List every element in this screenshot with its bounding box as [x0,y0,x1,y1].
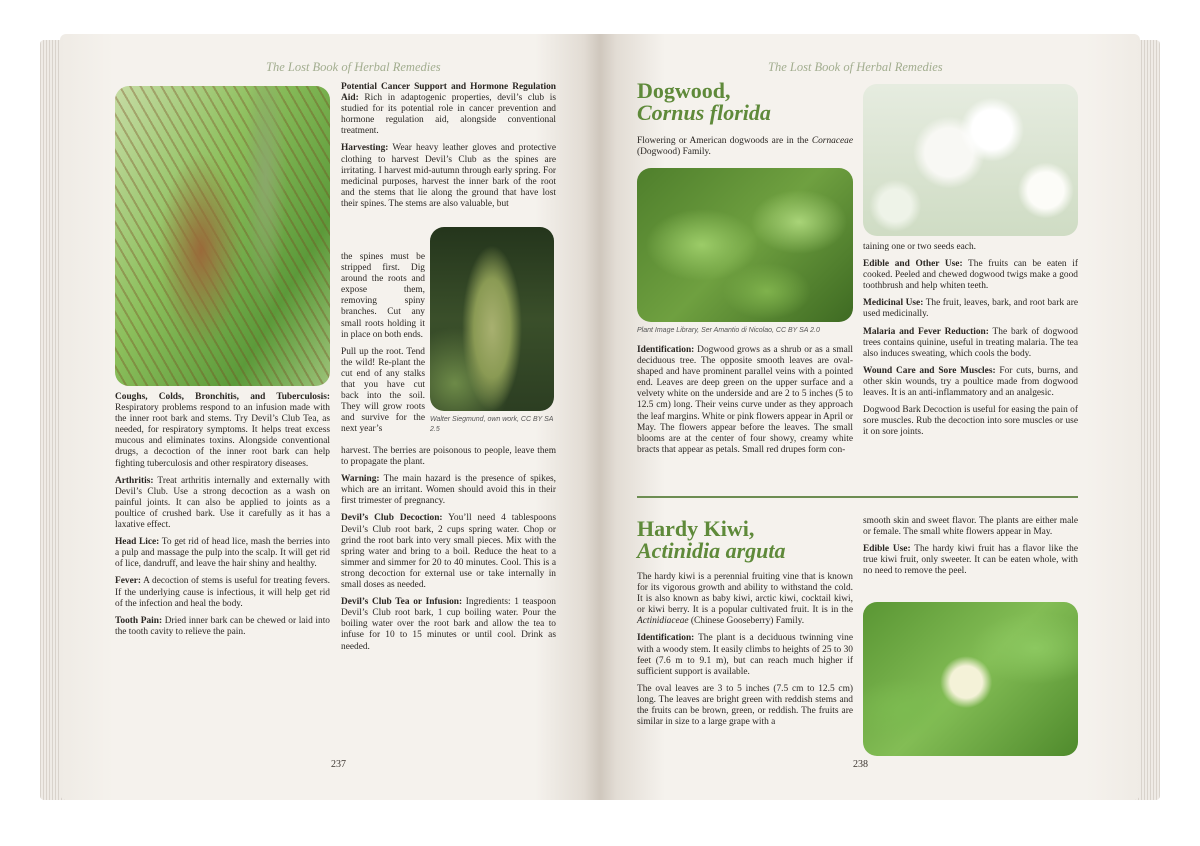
paragraph: Edible and Other Use: The fruits can be eaten if cooked. Peeled and chewed dogwood twigs make a good toothbrush and help whiten teeth. [863,259,1078,292]
dogwood-heading [637,80,847,124]
open-book [40,30,1160,802]
heading-latin-name: Cornus florida [637,100,771,125]
paragraph: Edible Use: The hardy kiwi fruit has a flavor like the true kiwi fruit, only sweeter. It can be eaten whole, with no need to remove the peel. [863,544,1078,577]
page-number: 237 [331,759,346,770]
paragraph: Coughs, Colds, Bronchitis, and Tuberculosis: Respiratory problems respond to an infusion made with the inner root bark and stems. Try Devil’s Club Tea, as needed, for respiratory symptoms. It helps treat excess mucous and eliminates toxins. Alongside conventional drugs, a decoction of the inner root bark can help fighting tuberculosis and other respiratory diseases. [115,392,330,469]
right-page [600,34,1140,800]
hardy-kiwi-right-column [863,516,1078,583]
devils-club-berries-photo [430,227,554,411]
paragraph: Warning: The main hazard is the presence of spikes, which are an irritant. Women should avoid this in their first trimester of pregnancy. [341,474,556,507]
hardy-kiwi-flowers-photo [863,602,1078,756]
running-head: The Lost Book of Herbal Remedies [266,60,441,74]
paragraph: Identification: The plant is a deciduous twinning vine with a woody stem. It easily climbs to heights of 25 to 30 feet (7.6 m to 9.1 m), but can reach much higher if sufficient support is available. [637,633,853,677]
hardy-kiwi-heading [637,518,853,562]
paragraph: harvest. The berries are poisonous to people, leave them to propagate the plant. [341,446,556,468]
paragraph: Pull up the root. Tend the wild! Re-plant the cut end of any stalks that you have cut back into the soil. They will grow roots and survive for the next year’s [341,346,425,435]
paragraph: taining one or two seeds each. [863,242,976,252]
section-divider [637,496,1078,498]
paragraph: Malaria and Fever Reduction: The bark of dogwood trees contains quinine, useful in treating malaria. The tea also induces sweating, which cools the body. [863,326,1078,359]
dogwood-intro [637,136,853,164]
paragraph: Potential Cancer Support and Hormone Regulation Aid: Rich in adaptogenic properties, devil’s club is studied for its potential role in cancer prevention and hormone regulation aid, alongside conventional treatment. [341,82,556,137]
heading-common-name: Dogwood, [637,78,731,103]
paragraph: Tooth Pain: Dried inner bark can be chewed or laid into the tooth cavity to relieve the pain. [115,615,330,637]
dogwood-right-column [863,242,1078,444]
heading-common-name: Hardy Kiwi, [637,516,755,541]
paragraph: Arthritis: Treat arthritis internally and externally with Devil’s Club. Use a strong decoction as a wash on painful joints. It can also be applied to joints as a poultice of crushed bark. Use it carefully as it has a laxative effect. [115,475,330,531]
paragraph: Head Lice: To get rid of head lice, mash the berries into a pulp and massage the pulp into the scalp. It will get rid of lice, dandruff, and leave the hair shiny and healthy. [115,537,330,570]
photo-caption: Plant Image Library, Ser Amantio di Nicolao, CC BY SA 2.0 [637,327,820,334]
paragraph: Medicinal Use: The fruit, leaves, bark, and root bark are used medicinally. [863,298,1078,320]
paragraph: Wound Care and Sore Muscles: For cuts, burns, and other skin wounds, try a poultice made from dogwood leaves. It is an anti-inflammatory and an analgesic. [863,365,1078,399]
paragraph: Devil’s Club Tea or Infusion: Ingredients: 1 teaspoon Devil’s Club root bark, 1 cup boiling water. Pour the boiling water over the root bark and allow the tea to infuse for 10 to 15 minutes or until cool. Drink as needed. [341,597,556,652]
heading-latin-name: Actinidia arguta [637,538,786,563]
paragraph: The hardy kiwi is a perennial fruiting vine that is known for its vigorous growth and ability to withstand the cold. It is also known as baby kiwi, arctic kiwi, cocktail kiwi, or kiwi berry. It is a popular cultivated fruit. It is in the Actinidiaceae (Chinese Gooseberry) Family. [637,572,853,627]
hardy-kiwi-left-column [637,572,853,734]
left-column-text [115,392,330,644]
paragraph: Flowering or American dogwoods are in the Cornaceae (Dogwood) Family. [637,136,853,158]
narrow-column-text [341,252,425,442]
paragraph: Devil’s Club Decoction: You’ll need 4 tablespoons Devil’s Club root bark, 2 cups spring water. Chop or grind the root bark into very small pieces. Mix with the spring water and bring to a boil. Reduce the heat to a simmer and simmer for 20 to 40 minutes. Cool. This is a strong decoction for external use or take internally in small doses as needed. [341,513,556,591]
paragraph: Harvesting: Wear heavy leather gloves and protective clothing to harvest Devil’s Club as the spines are irritating. I harvest mid-autumn through early spring. For medicinal purposes, harvest the inner bark of the root and the stems that lie along the ground that have lost their spines. The stems are also valuable, but [341,143,556,209]
devils-club-stem-photo [115,86,330,386]
paragraph: Fever: A decoction of stems is useful for treating fevers. If the underlying cause is infectious, it will help get rid of the infection and heal the body. [115,576,330,609]
paragraph: Identification: Dogwood grows as a shrub or as a small deciduous tree. The opposite smooth leaves are oval-shaped and have prominent parallel veins with a pointed end. Leaves are deep green on the upper surface and a velvety white on the underside and are 2 to 5 inches (5 to 12.5 cm) long. Their veins curve under as they approach the leaf margins. White or pink flowers appear in April or May. The flowers appear before the leaves. The small blooms are at the center of four showy, creamy white bracts that appear as petals. Small red drupes form con- [637,345,853,455]
right-column-top-text [341,82,556,216]
photo-caption: Walter Siegmund, own work, CC BY SA 2.5 [430,416,554,433]
dogwood-leaves-photo [637,168,853,322]
right-column-bottom-text [341,446,556,659]
left-page [60,34,600,800]
page-number: 238 [853,759,868,770]
running-head: The Lost Book of Herbal Remedies [768,60,943,74]
dogwood-flowers-photo [863,84,1078,236]
paragraph: The oval leaves are 3 to 5 inches (7.5 cm to 12.5 cm) long. The leaves are bright green with reddish stems and the fruits can be brown, green, or reddish. The fruits are similar in size to a large grape with a [637,683,853,728]
paragraph: Dogwood Bark Decoction is useful for easing the pain of sore muscles. Rub the decoction into sore muscles or use it on sore joints. [863,405,1078,438]
paragraph: the spines must be stripped first. Dig around the roots and expose them, removing spiny branches. Cut any small roots holding it in place on both ends. [341,252,425,340]
paragraph: smooth skin and sweet flavor. The plants are either male or female. The small white flowers appear in May. [863,516,1078,538]
dogwood-identification [637,345,853,462]
